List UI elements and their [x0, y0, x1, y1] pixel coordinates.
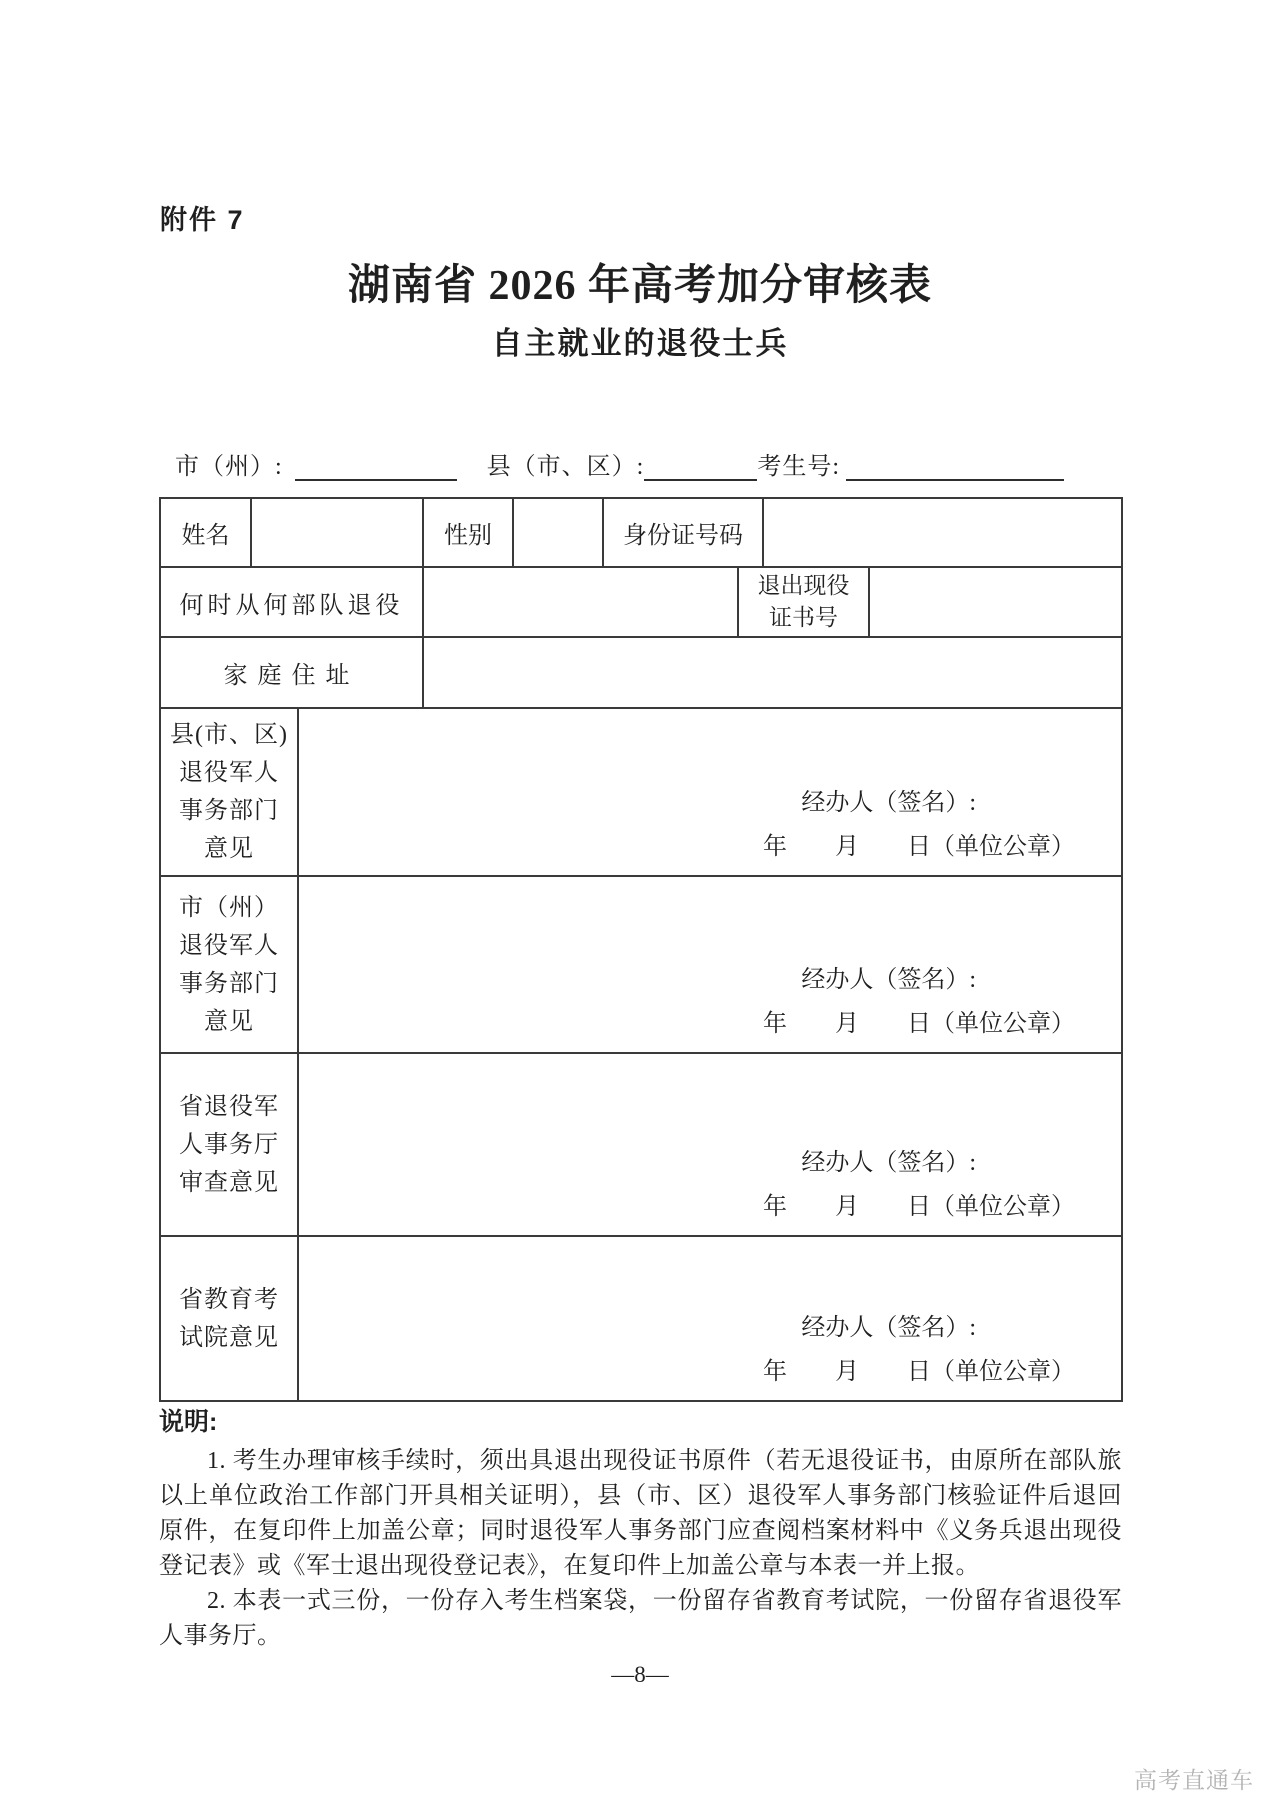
table-row [160, 1236, 1122, 1401]
date-seal-label: 年 月 日（单位公章） [763, 1011, 1075, 1037]
gender-value-cell [513, 498, 603, 567]
label-line: 县(市、区) [170, 722, 288, 748]
note-item-2: 2. 本表一式三份，一份存入考生档案袋，一份留存省教育考试院，一份留存省退役军人事务厅。 [159, 1588, 1122, 1649]
address-value-cell [423, 637, 1122, 708]
province-veterans-opinion-label-cell [160, 1053, 298, 1236]
province-veterans-opinion-content-cell [298, 1053, 1122, 1236]
label-line: 市（州） [179, 894, 279, 921]
opinion-sign-block [299, 1142, 1121, 1235]
cert-number-label-cell [738, 567, 869, 637]
id-number-value-cell [763, 498, 1122, 567]
handler-signature-label: 经办人（签名）: [801, 967, 976, 993]
county-label: 县（市、区）: [486, 454, 645, 480]
label-line: 退役军人 [179, 760, 279, 786]
exam-institute-opinion-label-cell [160, 1236, 298, 1401]
label-line: 试院意见 [179, 1324, 279, 1351]
address-label-cell: 家庭住址 [160, 637, 423, 708]
name-label-cell: 姓名 [160, 498, 251, 567]
date-seal-label: 年 月 日（单位公章） [763, 1194, 1075, 1220]
county-opinion-content-cell [298, 708, 1122, 876]
county-blank-field [644, 453, 757, 481]
label-line: 省教育考 [179, 1286, 279, 1313]
header-fields-row [175, 446, 1125, 481]
label-line: 省退役军 [179, 1093, 279, 1120]
watermark-text: 高考直通车 [1134, 1767, 1254, 1793]
label-line: 意见 [204, 1008, 254, 1035]
exam-id-label: 考生号: [757, 454, 841, 480]
city-opinion-label-cell [160, 876, 298, 1053]
discharge-label-cell: 何时从何部队退役 [160, 567, 423, 637]
label-line: 事务部门 [179, 798, 279, 824]
label-line: 事务部门 [179, 970, 279, 997]
label-line: 审查意见 [179, 1169, 279, 1196]
opinion-sign-block [299, 1307, 1121, 1400]
review-form-table [159, 497, 1123, 1402]
opinion-sign-block [299, 959, 1121, 1052]
cert-label-line1: 退出现役 [757, 573, 850, 598]
table-row [160, 637, 1122, 708]
handler-signature-label: 经办人（签名）: [801, 1150, 976, 1176]
label-line: 意见 [204, 836, 254, 862]
exam-institute-opinion-content-cell [298, 1236, 1122, 1401]
page-number: —8— [611, 1662, 669, 1687]
handler-signature-label: 经办人（签名）: [801, 790, 976, 816]
table-row [160, 708, 1122, 876]
document-subtitle: 自主就业的退役士兵 [491, 326, 789, 361]
name-value-cell [251, 498, 423, 567]
exam-id-blank-field [846, 453, 1064, 481]
county-opinion-label-cell [160, 708, 298, 876]
city-label: 市（州）: [175, 454, 283, 480]
gender-label-cell: 性别 [423, 498, 513, 567]
label-line: 退役军人 [179, 932, 279, 959]
city-blank-field [295, 453, 457, 481]
label-line: 人事务厅 [179, 1131, 279, 1158]
table-row [160, 1053, 1122, 1236]
city-opinion-content-cell [298, 876, 1122, 1053]
notes-section [159, 1402, 1122, 1654]
discharge-value-cell [423, 567, 738, 637]
cert-number-value-cell [869, 567, 1122, 637]
table-row [160, 498, 1122, 567]
table-row [160, 876, 1122, 1053]
opinion-sign-block [299, 782, 1121, 875]
table-row [160, 567, 1122, 637]
note-item-1: 1. 考生办理审核手续时，须出具退出现役证书原件（若无退役证书，由原所在部队旅以上单位政治工作部门开具相关证明），县（市、区）退役军人事务部门核验证件后退回原件，在复印件上加盖公章；同时退役军人事务部门应查阅档案材料中《义务兵退出现役登记表》或《军士退出现役登记表》，在复印件上加盖公章与本表一并上报。 [159, 1448, 1122, 1579]
notes-heading: 说明: [159, 1408, 218, 1436]
date-seal-label: 年 月 日（单位公章） [763, 834, 1075, 860]
attachment-label: 附件 7 [160, 205, 245, 235]
handler-signature-label: 经办人（签名）: [801, 1315, 976, 1341]
document-title: 湖南省 2026 年高考加分审核表 [347, 263, 932, 309]
date-seal-label: 年 月 日（单位公章） [763, 1359, 1075, 1385]
id-number-label-cell: 身份证号码 [603, 498, 763, 567]
cert-label-line2: 证书号 [769, 605, 838, 630]
